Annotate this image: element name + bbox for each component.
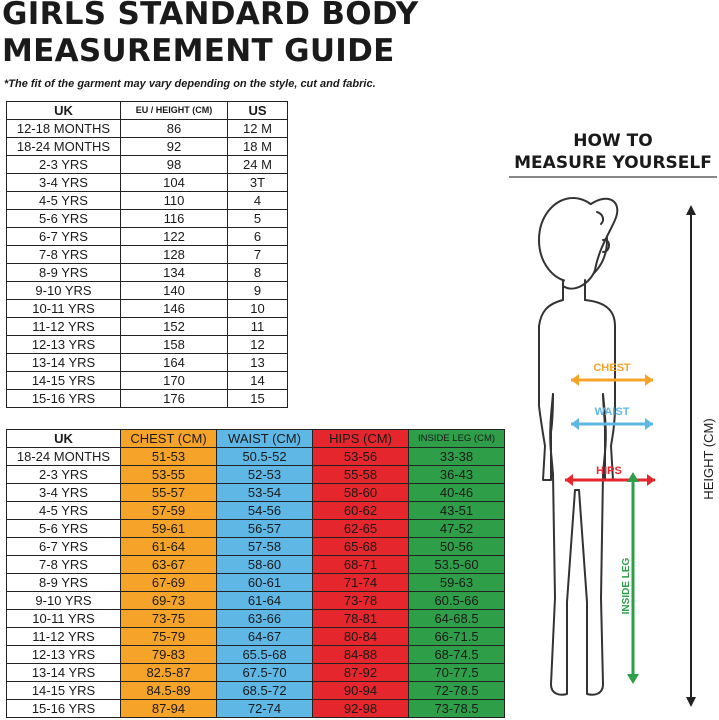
- waist-cell: 56-57: [217, 520, 313, 538]
- table-row: [7, 336, 288, 354]
- waist-cell: 58-60: [217, 556, 313, 574]
- chest-cell: 75-79: [121, 628, 217, 646]
- table-row: [7, 300, 288, 318]
- waist-cell: 52-53: [217, 466, 313, 484]
- inside-leg-arrow: [621, 472, 639, 684]
- uk-size-cell: 4-5 YRS: [7, 192, 121, 210]
- hips-cell: 60-62: [313, 502, 409, 520]
- hips-cell: 68-71: [313, 556, 409, 574]
- uk-size-cell: 10-11 YRS: [7, 300, 121, 318]
- us-size-cell: 14: [228, 372, 288, 390]
- chest-label: CHEST: [593, 362, 631, 374]
- chest-cell: 82.5-87: [121, 664, 217, 682]
- table-row: [7, 192, 288, 210]
- eu-height-cell: 152: [121, 318, 228, 336]
- us-size-cell: 15: [228, 390, 288, 408]
- body-measurement-table: [6, 429, 505, 718]
- hips-cell: 65-68: [313, 538, 409, 556]
- chest-cell: 79-83: [121, 646, 217, 664]
- table-row: [7, 628, 505, 646]
- eu-height-cell: 116: [121, 210, 228, 228]
- us-size-cell: 12 M: [228, 120, 288, 138]
- us-size-cell: 11: [228, 318, 288, 336]
- chest-cell: 51-53: [121, 448, 217, 466]
- uk-size-cell: 5-6 YRS: [7, 210, 121, 228]
- table-row: [7, 318, 288, 336]
- measure-heading-line-1: HOW TO: [573, 131, 653, 151]
- header-waist: WAIST (CM): [217, 430, 313, 448]
- inside-leg-cell: 50-56: [409, 538, 505, 556]
- chest-cell: 87-94: [121, 700, 217, 718]
- chest-cell: 61-64: [121, 538, 217, 556]
- uk-size-cell: 13-14 YRS: [7, 664, 121, 682]
- table-row: [7, 646, 505, 664]
- table-row: [7, 156, 288, 174]
- uk-size-cell: 7-8 YRS: [7, 246, 121, 264]
- uk-size-cell: 11-12 YRS: [7, 318, 121, 336]
- eu-height-cell: 104: [121, 174, 228, 192]
- table-row: [7, 264, 288, 282]
- girl-outline: [539, 198, 617, 695]
- uk-size-cell: 5-6 YRS: [7, 520, 121, 538]
- waist-cell: 53-54: [217, 484, 313, 502]
- inside-leg-cell: 60.5-66: [409, 592, 505, 610]
- chest-cell: 59-61: [121, 520, 217, 538]
- inside-leg-cell: 66-71.5: [409, 628, 505, 646]
- hips-cell: 71-74: [313, 574, 409, 592]
- inside-leg-label: INSIDE LEG: [621, 557, 632, 615]
- waist-cell: 72-74: [217, 700, 313, 718]
- table-row: [7, 502, 505, 520]
- hips-cell: 90-94: [313, 682, 409, 700]
- uk-size-cell: 12-13 YRS: [7, 646, 121, 664]
- inside-leg-cell: 64-68.5: [409, 610, 505, 628]
- eu-height-cell: 134: [121, 264, 228, 282]
- uk-size-cell: 9-10 YRS: [7, 282, 121, 300]
- header-eu-height: EU / HEIGHT (CM): [121, 102, 228, 120]
- eu-height-cell: 92: [121, 138, 228, 156]
- inside-leg-cell: 43-51: [409, 502, 505, 520]
- eu-height-cell: 164: [121, 354, 228, 372]
- inside-leg-cell: 53.5-60: [409, 556, 505, 574]
- uk-size-cell: 11-12 YRS: [7, 628, 121, 646]
- uk-size-cell: 7-8 YRS: [7, 556, 121, 574]
- waist-label: WAIST: [594, 406, 630, 418]
- eu-height-cell: 140: [121, 282, 228, 300]
- inside-leg-cell: 72-78.5: [409, 682, 505, 700]
- inside-leg-cell: 40-46: [409, 484, 505, 502]
- body-table-header-row: [7, 430, 505, 448]
- eu-height-cell: 98: [121, 156, 228, 174]
- uk-size-cell: 12-13 YRS: [7, 336, 121, 354]
- title-line-2: MEASUREMENT GUIDE: [2, 33, 395, 69]
- title-line-1: GIRLS STANDARD BODY: [2, 0, 419, 32]
- size-conversion-table: [6, 101, 288, 408]
- waist-cell: 68.5-72: [217, 682, 313, 700]
- table-row: [7, 592, 505, 610]
- eu-height-cell: 146: [121, 300, 228, 318]
- table-row: [7, 682, 505, 700]
- fit-disclaimer: *The fit of the garment may vary depending on the style, cut and fabric.: [4, 78, 376, 90]
- table-row: [7, 520, 505, 538]
- eu-height-cell: 158: [121, 336, 228, 354]
- page-title: [2, 0, 418, 70]
- table-row: [7, 138, 288, 156]
- us-size-cell: 4: [228, 192, 288, 210]
- table-row: [7, 174, 288, 192]
- table-row: [7, 372, 288, 390]
- hips-cell: 62-65: [313, 520, 409, 538]
- header-uk: UK: [7, 430, 121, 448]
- us-size-cell: 10: [228, 300, 288, 318]
- us-size-cell: 18 M: [228, 138, 288, 156]
- chest-cell: 73-75: [121, 610, 217, 628]
- table-row: [7, 484, 505, 502]
- chest-cell: 53-55: [121, 466, 217, 484]
- uk-size-cell: 9-10 YRS: [7, 592, 121, 610]
- eu-height-cell: 170: [121, 372, 228, 390]
- waist-cell: 63-66: [217, 610, 313, 628]
- us-size-cell: 24 M: [228, 156, 288, 174]
- uk-size-cell: 3-4 YRS: [7, 174, 121, 192]
- hips-cell: 87-92: [313, 664, 409, 682]
- hips-cell: 73-78: [313, 592, 409, 610]
- inside-leg-cell: 70-77.5: [409, 664, 505, 682]
- uk-size-cell: 18-24 MONTHS: [7, 448, 121, 466]
- table-row: [7, 574, 505, 592]
- uk-size-cell: 18-24 MONTHS: [7, 138, 121, 156]
- hips-arrow: [565, 465, 655, 486]
- us-size-cell: 9: [228, 282, 288, 300]
- uk-size-cell: 6-7 YRS: [7, 538, 121, 556]
- uk-size-cell: 2-3 YRS: [7, 466, 121, 484]
- eu-height-cell: 86: [121, 120, 228, 138]
- waist-cell: 57-58: [217, 538, 313, 556]
- uk-size-cell: 8-9 YRS: [7, 264, 121, 282]
- table-row: [7, 282, 288, 300]
- hips-cell: 80-84: [313, 628, 409, 646]
- hips-cell: 84-88: [313, 646, 409, 664]
- uk-size-cell: 14-15 YRS: [7, 682, 121, 700]
- chest-cell: 84.5-89: [121, 682, 217, 700]
- inside-leg-cell: 73-78.5: [409, 700, 505, 718]
- chest-cell: 57-59: [121, 502, 217, 520]
- header-uk: UK: [7, 102, 121, 120]
- hips-cell: 78-81: [313, 610, 409, 628]
- table-row: [7, 556, 505, 574]
- inside-leg-cell: 36-43: [409, 466, 505, 484]
- uk-size-cell: 10-11 YRS: [7, 610, 121, 628]
- girl-silhouette-figure: [505, 178, 717, 718]
- uk-size-cell: 13-14 YRS: [7, 354, 121, 372]
- uk-size-cell: 3-4 YRS: [7, 484, 121, 502]
- uk-size-cell: 15-16 YRS: [7, 700, 121, 718]
- us-size-cell: 13: [228, 354, 288, 372]
- table-row: [7, 390, 288, 408]
- chest-arrow: [571, 362, 653, 386]
- table-row: [7, 448, 505, 466]
- inside-leg-cell: 33-38: [409, 448, 505, 466]
- waist-cell: 50.5-52: [217, 448, 313, 466]
- chest-cell: 67-69: [121, 574, 217, 592]
- us-size-cell: 7: [228, 246, 288, 264]
- waist-cell: 67.5-70: [217, 664, 313, 682]
- header-us: US: [228, 102, 288, 120]
- table-row: [7, 700, 505, 718]
- uk-size-cell: 4-5 YRS: [7, 502, 121, 520]
- waist-cell: 65.5-68: [217, 646, 313, 664]
- hips-cell: 55-58: [313, 466, 409, 484]
- us-size-cell: 6: [228, 228, 288, 246]
- us-size-cell: 12: [228, 336, 288, 354]
- inside-leg-cell: 59-63: [409, 574, 505, 592]
- height-label: HEIGHT (CM): [701, 418, 716, 500]
- eu-height-cell: 176: [121, 390, 228, 408]
- table-row: [7, 466, 505, 484]
- table-row: [7, 246, 288, 264]
- us-size-cell: 5: [228, 210, 288, 228]
- waist-cell: 61-64: [217, 592, 313, 610]
- table-row: [7, 210, 288, 228]
- header-chest: CHEST (CM): [121, 430, 217, 448]
- uk-size-cell: 8-9 YRS: [7, 574, 121, 592]
- eu-height-cell: 128: [121, 246, 228, 264]
- uk-size-cell: 6-7 YRS: [7, 228, 121, 246]
- waist-arrow: [571, 406, 653, 430]
- uk-size-cell: 14-15 YRS: [7, 372, 121, 390]
- uk-size-cell: 15-16 YRS: [7, 390, 121, 408]
- header-inside-leg: INSIDE LEG (CM): [409, 430, 505, 448]
- table-row: [7, 120, 288, 138]
- measure-heading-line-2: MEASURE YOURSELF: [514, 153, 712, 173]
- size-table-header-row: [7, 102, 288, 120]
- table-row: [7, 610, 505, 628]
- header-hips: HIPS (CM): [313, 430, 409, 448]
- us-size-cell: 3T: [228, 174, 288, 192]
- hips-cell: 92-98: [313, 700, 409, 718]
- table-row: [7, 664, 505, 682]
- chest-cell: 63-67: [121, 556, 217, 574]
- table-row: [7, 538, 505, 556]
- waist-cell: 64-67: [217, 628, 313, 646]
- hips-cell: 53-56: [313, 448, 409, 466]
- inside-leg-cell: 47-52: [409, 520, 505, 538]
- measure-heading: [508, 130, 718, 174]
- waist-cell: 54-56: [217, 502, 313, 520]
- uk-size-cell: 2-3 YRS: [7, 156, 121, 174]
- table-row: [7, 228, 288, 246]
- eu-height-cell: 122: [121, 228, 228, 246]
- chest-cell: 55-57: [121, 484, 217, 502]
- hips-label: HIPS: [596, 465, 622, 477]
- hips-cell: 58-60: [313, 484, 409, 502]
- table-row: [7, 354, 288, 372]
- uk-size-cell: 12-18 MONTHS: [7, 120, 121, 138]
- eu-height-cell: 110: [121, 192, 228, 210]
- chest-cell: 69-73: [121, 592, 217, 610]
- us-size-cell: 8: [228, 264, 288, 282]
- inside-leg-cell: 68-74.5: [409, 646, 505, 664]
- waist-cell: 60-61: [217, 574, 313, 592]
